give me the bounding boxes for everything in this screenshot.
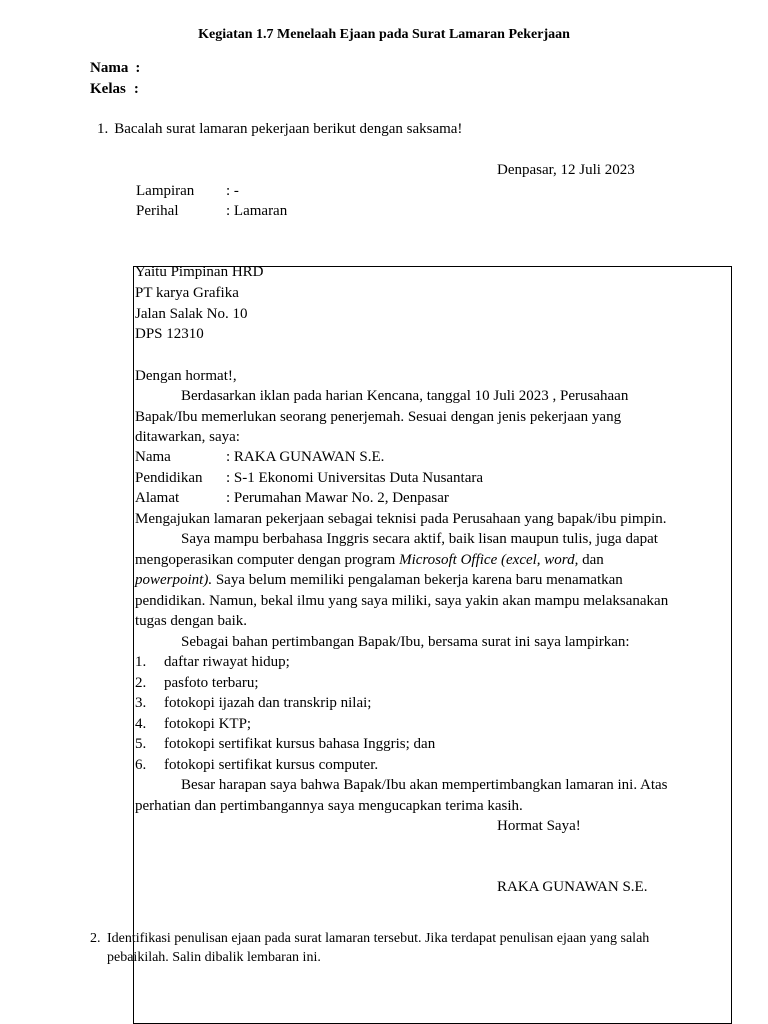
kelas-label: Kelas : [90,81,139,97]
signature-name: RAKA GUNAWAN S.E. [497,879,648,895]
question-2-number: 2. [90,931,101,946]
perihal-value: : Lamaran [226,203,288,219]
attachment-item: daftar riwayat hidup; [164,654,290,670]
question-1: 1. Bacalah surat lamaran pekerjaan berikut dengan saksama! [97,121,463,137]
attachment-item: fotokopi ijazah dan transkrip nilai; [164,695,372,711]
recipient-line: Jalan Salak No. 10 [135,306,248,322]
attachment-item: fotokopi KTP; [164,716,252,732]
attachment-item: fotokopi sertifikat kursus computer. [164,757,379,773]
field-label: Pendidikan [135,470,203,486]
attachment-item: pasfoto terbaru; [164,675,259,691]
lampiran-label: Lampiran [136,183,195,199]
field-label: Alamat [135,490,180,506]
intro-line: ditawarkan, saya: [135,429,240,445]
field-value: : Perumahan Mawar No. 2, Denpasar [226,490,449,506]
intro-line: Bapak/Ibu memerlukan seorang penerjemah. Sesuai dengan jenis pekerjaan yang [135,409,622,425]
closing-line: Besar harapan saya bahwa Bapak/Ibu akan mempertimbangkan lamaran ini. Atas [181,777,668,793]
recipient-line: PT karya Grafika [135,285,239,301]
field-label: Nama [135,449,171,465]
sign-off: Hormat Saya! [497,818,581,834]
intro-line: Berdasarkan iklan pada harian Kencana, tanggal 10 Juli 2023 , Perusahaan [181,388,629,404]
skills-line: tugas dengan baik. [135,613,248,629]
skills-line: Saya mampu berbahasa Inggris secara aktif, baik lisan maupun tulis, juga dapat [181,531,658,547]
attachment-number: 2. [135,675,147,691]
attachment-number: 5. [135,736,147,752]
question-2-line: Identifikasi penulisan ejaan pada surat lamaran tersebut. Jika terdapat penulisan ejaan yang salah [107,931,650,946]
letter-date: Denpasar, 12 Juli 2023 [497,162,635,178]
field-value: : RAKA GUNAWAN S.E. [226,449,385,465]
skills-line: pendidikan. Namun, bekal ilmu yang saya miliki, saya yakin akan mampu melaksanakan [135,593,669,609]
recipient-line: DPS 12310 [135,326,204,342]
skills-line: powerpoint). Saya belum memiliki pengalaman bekerja karena baru menamatkan [135,572,623,588]
perihal-label: Perihal [136,203,179,219]
nama-label: Nama : [90,60,141,76]
attachment-number: 6. [135,757,147,773]
attach-intro: Sebagai bahan pertimbangan Bapak/Ibu, bersama surat ini saya lampirkan: [181,634,630,650]
page-title: Kegiatan 1.7 Menelaah Ejaan pada Surat Lamaran Pekerjaan [198,27,570,42]
question-2-line: pebaikilah. Salin dibalik lembaran ini. [107,950,321,965]
greeting: Dengan hormat!, [135,368,237,384]
apply-line: Mengajukan lamaran pekerjaan sebagai teknisi pada Perusahaan yang bapak/ibu pimpin. [135,511,667,527]
closing-line: perhatian dan pertimbangannya saya mengucapkan terima kasih. [135,798,523,814]
lampiran-value: : - [226,183,239,199]
attachment-number: 1. [135,654,147,670]
attachment-number: 3. [135,695,147,711]
attachment-number: 4. [135,716,147,732]
attachment-item: fotokopi sertifikat kursus bahasa Inggris; dan [164,736,436,752]
recipient-line: Yaitu Pimpinan HRD [135,264,264,280]
field-value: : S-1 Ekonomi Universitas Duta Nusantara [226,470,484,486]
skills-line: mengoperasikan computer dengan program Microsoft Office (excel, word, dan [135,552,604,568]
